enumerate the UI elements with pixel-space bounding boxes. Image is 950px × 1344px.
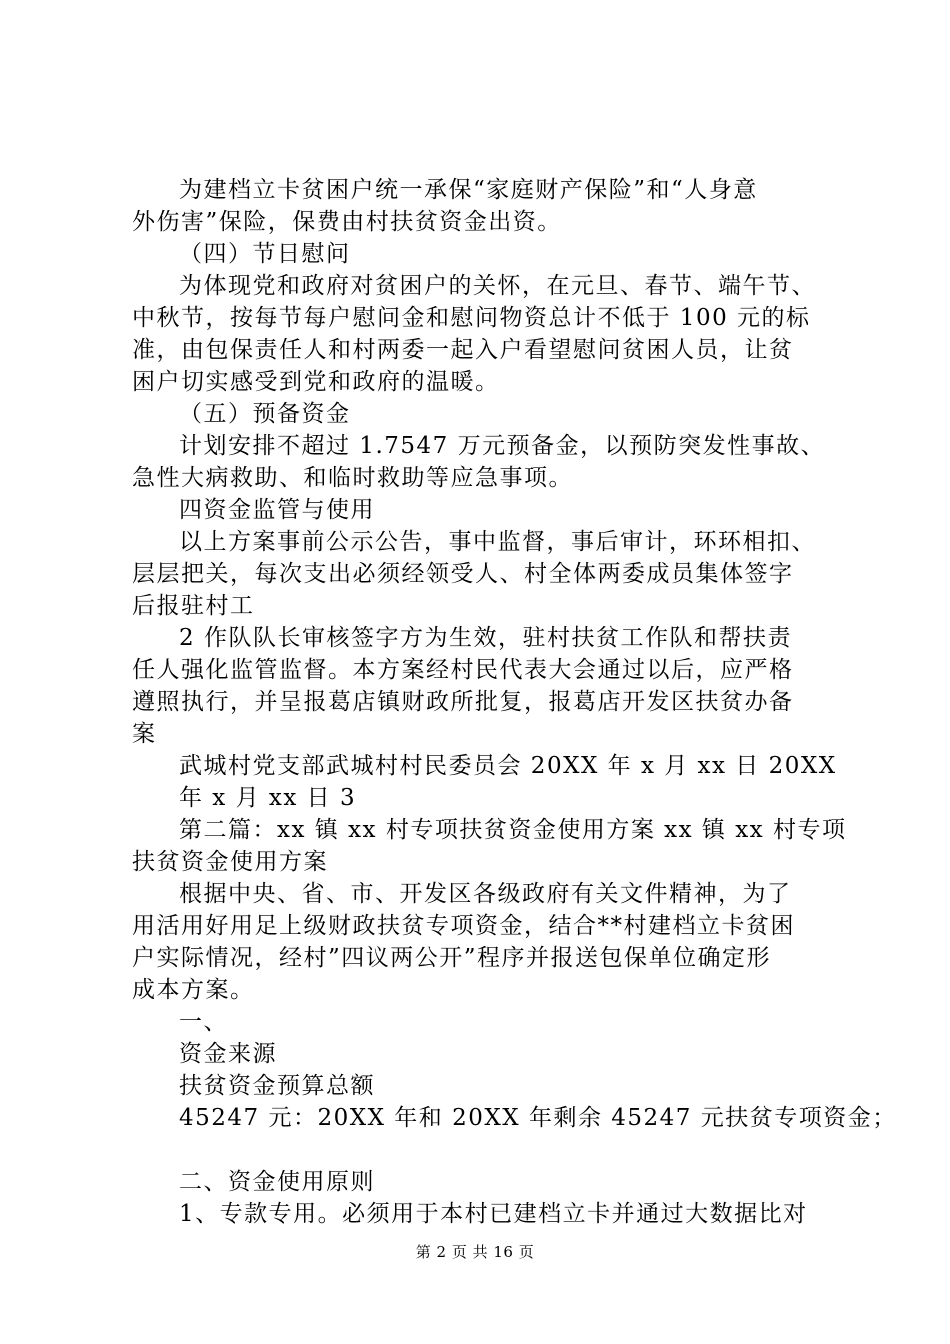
text-line: 2 作队队长审核签字方为生效，驻村扶贫工作队和帮扶责 (179, 625, 792, 651)
text-line: 扶贫资金预算总额 (179, 1073, 375, 1099)
text-line: 以上方案事前公示公告，事中监督，事后审计，环环相扣、 (179, 529, 816, 555)
text-line: 户实际情况，经村”四议两公开”程序并报送包保单位确定形 (132, 945, 772, 971)
text-line: 第二篇：xx 镇 xx 村专项扶贫资金使用方案 xx 镇 xx 村专项 (179, 817, 847, 843)
text-line: 案 (132, 721, 157, 747)
text-line: 资金来源 (179, 1041, 277, 1067)
text-line: 四资金监管与使用 (179, 497, 375, 523)
text-line: 为建档立卡贫困户统一承保“家庭财产保险”和“人身意 (179, 177, 758, 203)
text-line: 为体现党和政府对贫困户的关怀，在元旦、春节、端午节、 (179, 273, 816, 299)
text-line: 计划安排不超过 1.7547 万元预备金，以预防突发性事故、 (179, 433, 826, 459)
text-line: 45247 元：20XX 年和 20XX 年剩余 45247 元扶贫专项资金； (179, 1105, 897, 1131)
blank-line (132, 1134, 832, 1166)
text-line: 武城村党支部武城村村民委员会 20XX 年 x 月 xx 日 20XX (179, 753, 837, 779)
text-line: 根据中央、省、市、开发区各级政府有关文件精神，为了 (179, 881, 792, 907)
text-line: 急性大病救助、和临时救助等应急事项。 (132, 465, 573, 491)
text-line: 中秋节，按每节每户慰问金和慰问物资总计不低于 100 元的标 (132, 305, 811, 331)
text-line: 遵照执行，并呈报葛店镇财政所批复，报葛店开发区扶贫办备 (132, 689, 794, 715)
text-line: 准，由包保责任人和村两委一起入户看望慰问贫困人员，让贫 (132, 337, 794, 363)
text-line: （四）节日慰问 (179, 241, 351, 267)
text-line: 一、 (179, 1009, 228, 1035)
text-line: 外伤害”保险，保费由村扶贫资金出资。 (132, 209, 562, 235)
text-line: （五）预备资金 (179, 401, 351, 427)
text-line: 层层把关，每次支出必须经领受人、村全体两委成员集体签字 (132, 561, 794, 587)
document-body (132, 174, 897, 1230)
text-line: 后报驻村工 (132, 593, 255, 619)
text-line: 用活用好用足上级财政扶贫专项资金，结合**村建档立卡贫困 (132, 913, 795, 939)
text-line: 困户切实感受到党和政府的温暖。 (132, 369, 500, 395)
text-line: 1、专款专用。必须用于本村已建档立卡并通过大数据比对 (179, 1201, 808, 1227)
text-line: 扶贫资金使用方案 (132, 849, 328, 875)
text-line: 成本方案。 (132, 977, 255, 1003)
text-line: 年 x 月 xx 日 3 (179, 785, 357, 811)
text-line: 二、资金使用原则 (179, 1169, 375, 1195)
text-line: 任人强化监管监督。本方案经村民代表大会通过以后，应严格 (132, 657, 794, 683)
page-footer: 第 2 页 共 16 页 (415, 1243, 535, 1261)
